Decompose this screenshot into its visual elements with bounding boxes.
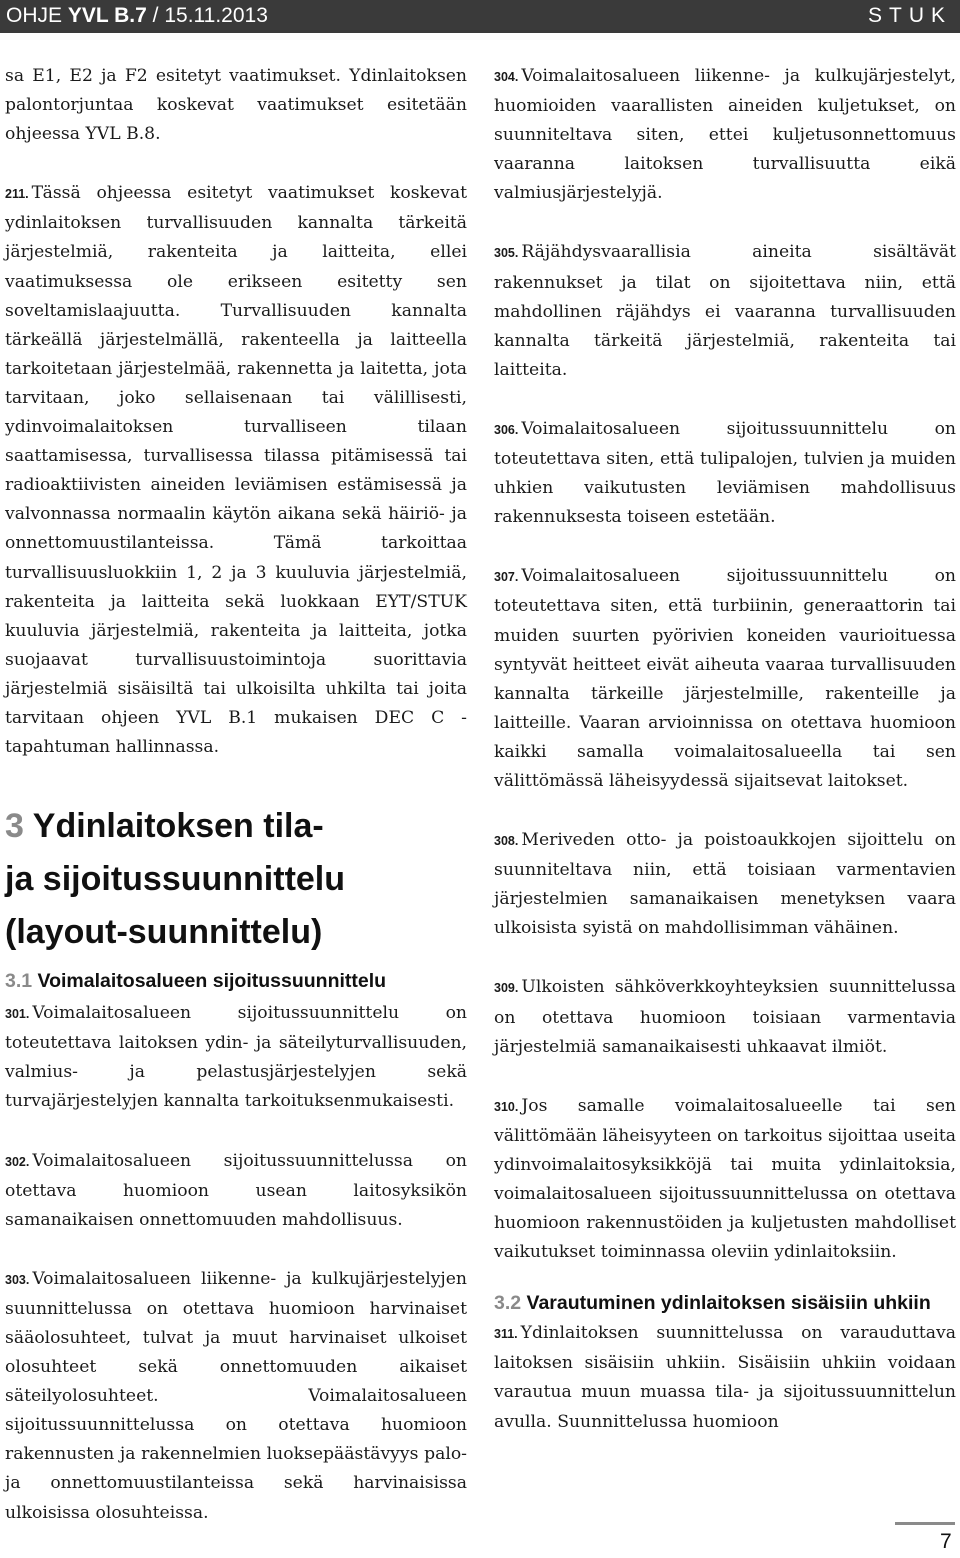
- publisher-name: STUK: [867, 4, 952, 27]
- paragraph-211: 211. Tässä ohjeessa esitetyt vaatimukset koskevat ydinlaitoksen turvallisuuden kannalta tärkeitä järjestelmiä, rakenteita ja laitteita, ellei vaatimuksessa ole erikseen esitetty sen soveltamislaajuutta. Turvallisuuden kannalta tärkeällä järjestelmällä, rakenteella ja laitteella tarkoitetaan järjestelmää, rakennetta ja laitetta, jota tarvitaan, joko sellaisenaan tai välillisesti, ydinvoimalaitoksen turvalliseen tilaan saattamisessa, turvallisessa tilassa pitämisessä tai radioaktiivisten aineiden leviämisen estämisessä ja valvonnassa normaalin käytön aikana sekä häiriö- ja onnettomuustilanteissa. Tämä tarkoittaa turvallisuusluokkiin 1, 2 ja 3 kuuluvia järjestelmiä, rakenteita ja laitteita sekä luokkaan EYT/STUK kuuluvia järjestelmiä, rakenteita ja laitteita, jotka suojaavat turvallisuustoimintoja suorittavia järjestelmiä sisäisiltä tai ulkoisilta uhkilta tai joita tarvitaan ohjeen YVL B.1 mukaisen DEC C -tapahtuman hallinnassa.: [5, 183, 467, 758]
- paragraph-number: 310.: [494, 1099, 519, 1114]
- paragraph-303: 303. Voimalaitosalueen liikenne- ja kulkujärjestelyjen suunnittelussa on otettava huomioon harvinaiset sääolosuhteet, tulvat ja muut harvinaiset ulkoiset olosuhteet sekä onnettomuuden aikaiset säteilyolosuhteet. Voimalaitosalueen sijoitussuunnittelussa on otettava huomioon rakennusten ja rakennelmien luoksepäästävyys palo- ja onnettomuustilanteissa sekä harvinaisissa ulkoisissa olosuhteissa.: [5, 1268, 467, 1523]
- paragraph-307: 307. Voimalaitosalueen sijoitussuunnittelu on toteutettava siten, että turbiinin, generaattorin tai muiden suurten pyörivien koneiden vaurioituessa syntyvät heitteet eivät aiheuta vaaraa turvallisuuden kannalta tärkeille järjestelmille, rakenteille ja laitteille. Vaaran arvioinnissa on otettava huomioon kaikki samalla voimalaitosalueella tai sen välittömässä läheisyydessä sijaitsevat laitokset.: [494, 566, 956, 791]
- paragraph-continuation: sa E1, E2 ja F2 esitetyt vaatimukset. Ydinlaitoksen palontorjuntaa koskevat vaatimukset esitetään ohjeessa YVL B.8.: [5, 66, 467, 145]
- paragraph-number: 307.: [494, 570, 519, 585]
- left-column: [5, 62, 467, 1528]
- paragraph-number: 306.: [494, 422, 519, 437]
- paragraph-number: 305.: [494, 246, 519, 261]
- paragraph-number: 304.: [494, 70, 519, 84]
- paragraph-number: 301.: [5, 1007, 30, 1022]
- section-number: 3.2: [494, 1292, 522, 1315]
- paragraph-number: 309.: [494, 981, 519, 996]
- paragraph-302: 302. Voimalaitosalueen sijoitussuunnittelussa on otettava huomioon usean laitosyksikön samanaikaisen onnettomuuden mahdollisuus.: [5, 1150, 467, 1230]
- paragraph-number: 311.: [494, 1327, 518, 1342]
- paragraph-number: 308.: [494, 834, 519, 849]
- paragraph-311: 311. Ydinlaitoksen suunnittelussa on varauduttava laitoksen sisäisiin uhkiin. Sisäisiin uhkiin voidaan varautua muun muassa tila- ja sijoitussuunnittelun avulla. Suunnittelussa huomioon: [494, 1323, 956, 1432]
- document-header: [0, 0, 960, 33]
- paragraph-304: 304. Voimalaitosalueen liikenne- ja kulkujärjestelyt, huomioiden vaarallisten aineiden kuljetukset, on suunniteltava siten, ettei kuljetusonnettomuus vaaranna laitoksen turvallisuutta eikä valmiusjärjestelyjä.: [494, 66, 956, 204]
- section-heading-3-1: 3.1 Voimalaitosalueen sijoitussuunnittelu: [5, 970, 387, 993]
- document-identifier: OHJE YVL B.7 / 15.11.2013: [6, 4, 268, 27]
- section-number: 3.1: [5, 970, 33, 993]
- chapter-number: 3: [5, 807, 24, 846]
- paragraph-310: 310. Jos samalle voimalaitosalueelle tai sen välittömään läheisyyteen on tarkoitus sijoittaa useita ydinvoimalaitosyksikköjä tai muita ydinlaitoksia, voimalaitosalueen sijoitussuunnittelussa on otettava huomioon rakennustöiden ja kuljetusten mahdolliset vaikutukset toiminnassa oleviin ydinlaitoksiin.: [494, 1095, 956, 1263]
- guide-code: YVL B.7: [67, 4, 147, 27]
- paragraph-309: 309. Ulkoisten sähköverkkoyhteyksien suunnittelussa on otettava huomioon toisiaan varmentavia järjestelmiä samanaikaisesti uhkaavat ilmiöt.: [494, 977, 956, 1057]
- page-number: 7: [940, 1530, 952, 1553]
- right-column: [494, 62, 956, 1437]
- chapter-heading: 3 Ydinlaitoksen tila- ja sijoitussuunnittelu (layout-suunnittelu): [5, 807, 346, 952]
- paragraph-number: 303.: [5, 1272, 30, 1287]
- paragraph-301: 301. Voimalaitosalueen sijoitussuunnittelu on toteutettava laitoksen ydin- ja säteilyturvallisuuden, valmius- ja pelastusjärjestelyjen sekä turvajärjestelyjen kannalta tarkoituksenmukaisesti.: [5, 1003, 467, 1112]
- footer-rule: [895, 1522, 955, 1525]
- paragraph-306: 306. Voimalaitosalueen sijoitussuunnittelu on toteutettava siten, että tulipalojen, tulvien ja muiden uhkien vaikutusten leviämisen mahdollisuus rakennuksesta toiseen estetään.: [494, 418, 956, 528]
- paragraph-number: 211.: [5, 187, 29, 202]
- paragraph-305: 305. Räjähdysvaarallisia aineita sisältävät rakennukset ja tilat on sijoitettava niin, että mahdollinen räjähdys ei vaaranna turvallisuuden kannalta tärkeitä järjestelmiä, rakenteita tai laitteita.: [494, 242, 956, 380]
- section-heading-3-2: 3.2 Varautuminen ydinlaitoksen sisäisiin uhkiin: [494, 1292, 931, 1315]
- paragraph-308: 308. Meriveden otto- ja poistoaukkojen sijoittelu on suunniteltava niin, että toisiaan varmentavien järjestelmien samanaikaisen menetyksen vaara ulkoisista syistä on mahdollisimman vähäinen.: [494, 830, 956, 939]
- paragraph-number: 302.: [5, 1154, 30, 1169]
